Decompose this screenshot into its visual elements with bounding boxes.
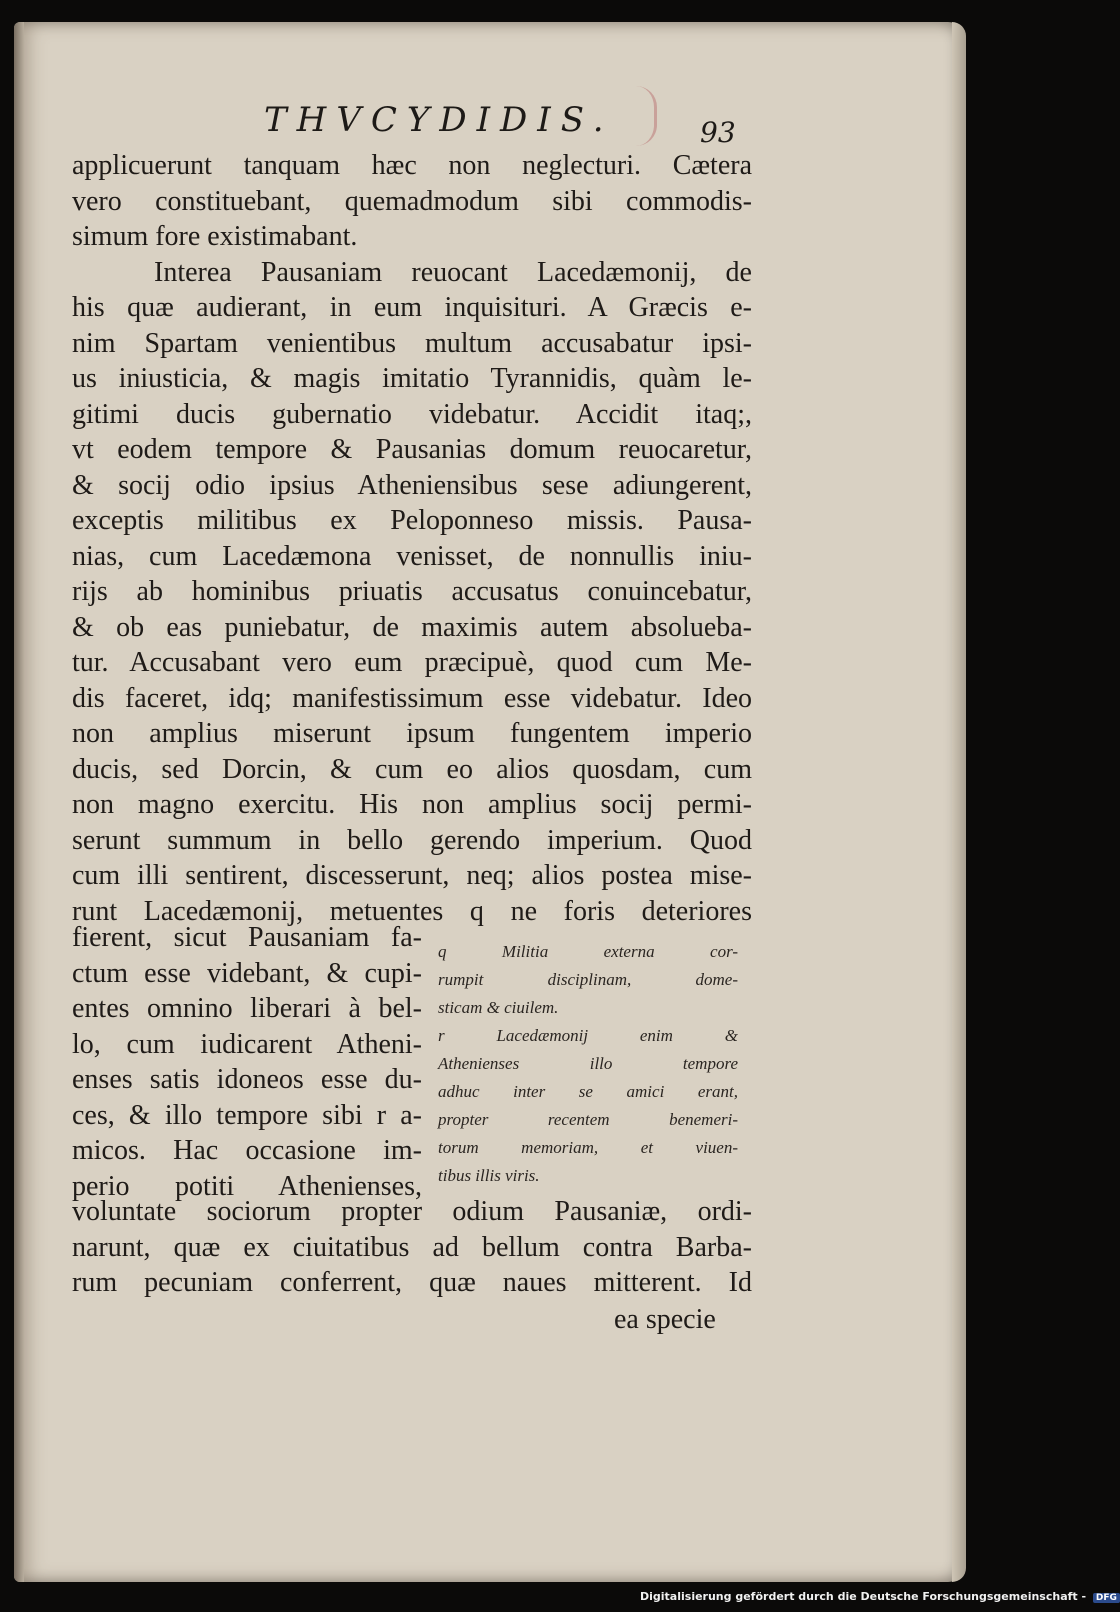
marginal-note-line: sticam & ciuilem. <box>438 998 559 1017</box>
text-line: & socij odio ipsius Atheniensibus sese adiungerent, <box>72 469 752 501</box>
text-line: perio potiti Athenienses, <box>72 1170 422 1202</box>
text-line: dis faceret, idq; manifestissimum esse videbatur. Ideo <box>72 682 752 714</box>
text-line: micos. Hac occasione im- <box>72 1135 422 1166</box>
ink-mark <box>636 86 657 146</box>
dfg-logo: DFG <box>1093 1593 1120 1603</box>
catchword: ea specie <box>614 1304 716 1335</box>
text-line: runt Lacedæmonij, metuentes q ne foris deteriores <box>72 895 752 927</box>
text-line: rijs ab hominibus priuatis accusatus conuincebatur, <box>72 576 752 607</box>
text-line: entes omnino liberari à bel- <box>72 993 422 1024</box>
running-head: THVCYDIDIS. <box>264 100 614 140</box>
marginal-note-line: Athenienses illo tempore <box>438 1054 738 1073</box>
text-line: lo, cum iudicarent Atheni- <box>72 1028 422 1060</box>
text-line: tur. Accusabant vero eum præcipuè, quod cum Me- <box>72 647 752 678</box>
text-line: non amplius miserunt ipsum fungentem imperio <box>72 718 752 749</box>
narrow-text-block <box>72 920 432 1204</box>
page-edge <box>952 22 966 1582</box>
page-spine <box>14 22 24 1582</box>
text-line: cum illi sentirent, discesserunt, neq; alios postea mise- <box>72 860 752 891</box>
text-line: applicuerunt tanquam hæc non neglecturi. Cætera <box>72 150 752 181</box>
footer-text: Digitalisierung gefördert durch die Deutsche Forschungsgemeinschaft - <box>640 1590 1087 1603</box>
text-line: Interea Pausaniam reuocant Lacedæmonij, de <box>154 256 752 288</box>
text-line: nias, cum Lacedæmona venisset, de nonnullis iniu- <box>72 540 752 572</box>
text-line: non magno exercitu. His non amplius socij permi- <box>72 789 752 820</box>
text-line: exceptis militibus ex Peloponneso missis. Pausa- <box>72 505 752 536</box>
marginal-note-line: r Lacedæmonij enim & <box>438 1026 738 1045</box>
text-line: simum fore existimabant. <box>72 221 358 252</box>
main-text-block <box>72 148 752 929</box>
marginal-note-line: propter recentem benemeri- <box>438 1110 738 1129</box>
text-line: vero constituebant, quemadmodum sibi commodis- <box>72 185 752 217</box>
marginal-note-line: torum memoriam, et viuen- <box>438 1138 738 1157</box>
text-line: & ob eas puniebatur, de maximis autem absolueba- <box>72 611 752 643</box>
page-number: 93 <box>700 116 736 149</box>
book-page <box>14 22 966 1582</box>
marginal-notes <box>438 938 738 1190</box>
text-line: voluntate sociorum propter odium Pausaniæ, ordi- <box>72 1196 752 1227</box>
text-line: ces, & illo tempore sibi r a- <box>72 1099 422 1131</box>
text-line: us iniusticia, & magis imitatio Tyrannidis, quàm le- <box>72 363 752 394</box>
digitization-footer <box>640 1590 1120 1603</box>
text-line: serunt summum in bello gerendo imperium. Quod <box>72 824 752 856</box>
text-line: narunt, quæ ex ciuitatibus ad bellum contra Barba- <box>72 1231 752 1263</box>
marginal-note-line: rumpit disciplinam, dome- <box>438 970 738 989</box>
marginal-note-line: q Militia externa cor- <box>438 942 738 961</box>
text-line: vt eodem tempore & Pausanias domum reuocaretur, <box>72 434 752 465</box>
marginal-note-line: tibus illis viris. <box>438 1166 540 1185</box>
marginal-note-line: adhuc inter se amici erant, <box>438 1082 738 1101</box>
text-line: ducis, sed Dorcin, & cum eo alios quosdam, cum <box>72 753 752 785</box>
text-line: gitimi ducis gubernatio videbatur. Accidit itaq;, <box>72 398 752 430</box>
text-line: ctum esse videbant, & cupi- <box>72 957 422 989</box>
tail-text-block <box>72 1194 752 1301</box>
text-line: rum pecuniam conferrent, quæ naues mitterent. Id <box>72 1267 752 1298</box>
text-line: fierent, sicut Pausaniam fa- <box>72 922 422 953</box>
text-line: his quæ audierant, in eum inquisituri. A Græcis e- <box>72 292 752 323</box>
text-line: enses satis idoneos esse du- <box>72 1064 422 1095</box>
text-line: nim Spartam venientibus multum accusabatur ipsi- <box>72 327 752 359</box>
